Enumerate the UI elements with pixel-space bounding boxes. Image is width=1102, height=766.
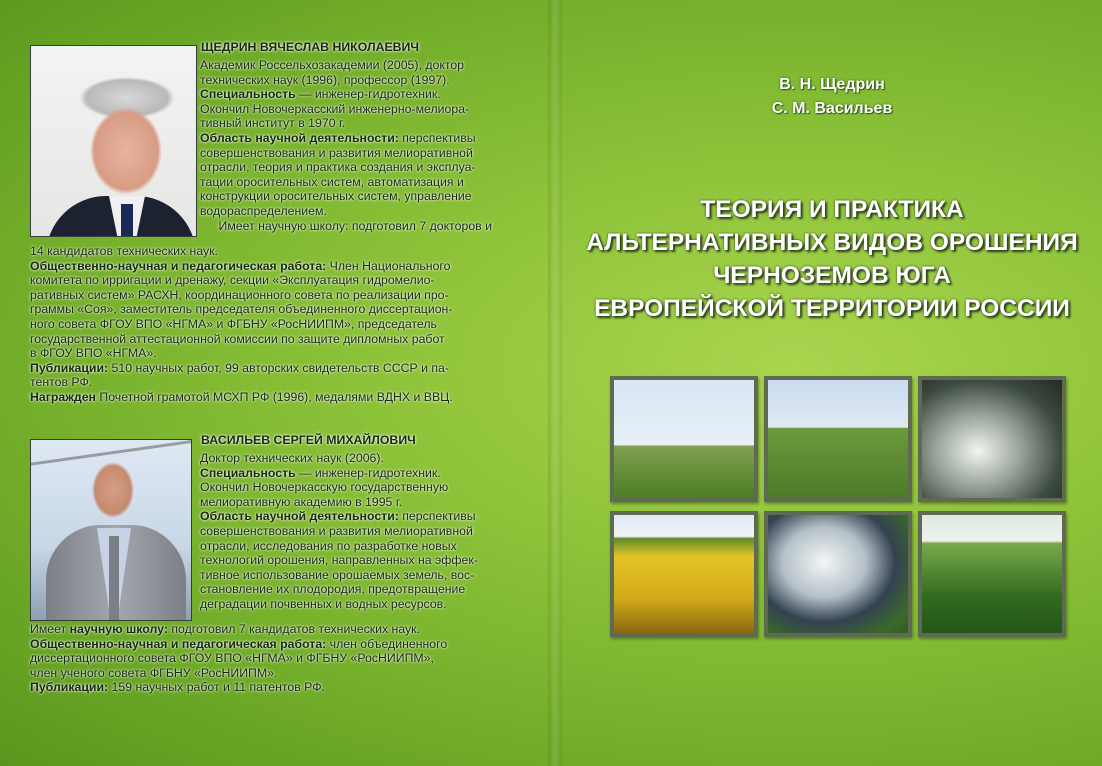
- front-author-1: В. Н. Щедрин: [779, 76, 885, 93]
- portrait-vasiliev: [30, 439, 192, 621]
- photo-wheel-line-sprinklers: [764, 511, 912, 637]
- author2-name: ВАСИЛЬЕВ СЕРГЕЙ МИХАЙЛОВИЧ: [201, 433, 416, 447]
- author2-bio-full: Имеет научную школу: подготовил 7 кандидатов технических наук. Общественно-научная и педагогическая работа: член объединенного диссертационного совета ФГОУ ВПО «НГМА» и ФГБНУ «РосНИИПМ», член ученого совета ФГБНУ «РосНИИПМ». Публикации: 159 научных работ и 11 патентов РФ.: [30, 622, 448, 695]
- photo-sprinkler-spray: [918, 376, 1066, 502]
- photo-sunflower-field: [610, 511, 758, 637]
- front-author-2: С. М. Васильев: [771, 100, 893, 117]
- author1-bio-full: 14 кандидатов технических наук. Общественно-научная и педагогическая работа: Член Национального комитета по ирригации и дренажу, секции «Эксплуатация гидромелио- ративных систем» РАСХН, координационного совета по реализации про- граммы «Соя», заместитель председателя объединенного диссертацион- ного совета ФГОУ ВПО «НГМА» и ФГБНУ «РосНИИПМ», председатель государственной аттестационной комиссии по защите дипломных работ в ФГОУ ВПО «НГМА». Публикации: 510 научных работ, 99 авторских свидетельств СССР и па- тентов РФ. Награжден Почетной грамотой МСХП РФ (1996), медалями ВДНХ и ВВЦ.: [30, 244, 453, 404]
- photo-green-crop-field: [764, 376, 912, 502]
- photo-pivot-irrigation-field: [610, 376, 758, 502]
- photo-crop-rows: [918, 511, 1066, 637]
- portrait-shchedrin: [30, 45, 197, 237]
- book-spine: [548, 0, 562, 766]
- author1-name: ЩЕДРИН ВЯЧЕСЛАВ НИКОЛАЕВИЧ: [201, 40, 420, 54]
- author2-bio-right: Доктор технических наук (2006). Специальность — инженер-гидротехник. Окончил Новочеркасскую государственную мелиоративную академию в 1995 г. Область научной деятельности: перспективы совершенствования и развития мелиоративной отрасли, исследования по разработке новых технологий орошения, направленных на эффек- тивное использование орошаемых земель, вос- становление их плодородия, предотвращение деградации почвенных и водных ресурсов.: [200, 451, 478, 611]
- book-title: ТЕОРИЯ И ПРАКТИКА АЛЬТЕРНАТИВНЫХ ВИДОВ ОРОШЕНИЯ ЧЕРНОЗЕМОВ ЮГА ЕВРОПЕЙСКОЙ ТЕРРИТОРИИ РОССИИ: [586, 196, 1078, 322]
- author1-bio-right: Академик Россельхозакадемии (2005), доктор технических наук (1996), профессор (1997). Специальность — инженер-гидротехник. Окончил Новочеркасский инженерно-мелиора- тивный институт в 1970 г. Область научной деятельности: перспективы совершенствования и развития мелиоративной отрасли, теория и практика создания и эксплуа- тации оросительных систем, автоматизация и конструкции оросительных систем, управление водораспределением. Имеет научную школу: подготовил 7 докторов и: [200, 58, 492, 233]
